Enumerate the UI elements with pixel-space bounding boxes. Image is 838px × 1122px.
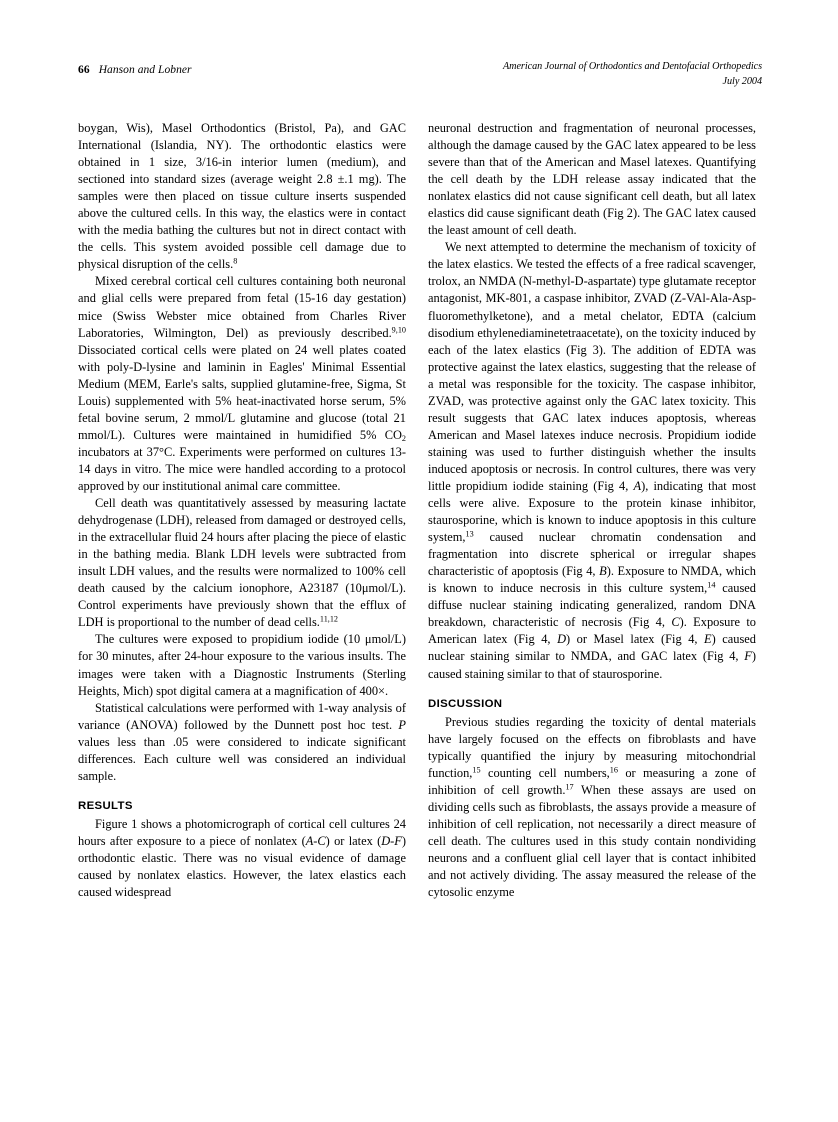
reference-marker: 14 — [707, 580, 716, 590]
paragraph-text: ) orthodontic elastic. There was no visual evidence of damage caused by nonlatex elastics. However, the latex elastics each caused widespread — [78, 833, 407, 900]
journal-title: American Journal of Orthodontics and Dentofacial Orthopedics — [502, 61, 762, 72]
paragraph-text: When these assays are used on dividing cells such as fibroblasts, the assays provide a measure of inhibition of cell replication, not necessarily a direct measure of cell death. The cultures used in this study contain nondividing neurons and a confluent glial cell layer that is contact inhibited and not actively dividing. The assay measured the release of the cytosolic enzyme — [428, 782, 757, 900]
paragraph-text: ). Exposure to NMDA, which is known to induce necrosis in this culture system, — [428, 564, 757, 596]
paragraph — [78, 495, 406, 631]
paragraph-text: values less than .05 were considered to indicate significant differences. Each culture well was considered an individual sample. — [78, 734, 406, 783]
paragraph-text: neuronal destruction and fragmentation of neuronal processes, although the damage caused by the GAC latex appeared to be less severe than that of the American and Masel latexes. Quantifying the cell death by the LDH release assay indicated that the nonlatex elastics did not cause significant cell death, but all latex elastics did cause significant death (Fig 2). The GAC latex caused the least amount of cell death. — [428, 121, 756, 238]
paragraph — [428, 120, 756, 239]
paragraph-text: ) or latex ( — [325, 833, 382, 848]
paragraph — [78, 700, 406, 785]
paragraph-text: incubators at 37°C. Experiments were performed on cultures 13-14 days in vitro. The mice were handled according to a protocol approved by our institutional animal care committee. — [78, 444, 406, 493]
figure-panel-ref: D-F — [381, 833, 402, 848]
paragraph-text: Statistical calculations were performed with 1-way analysis of variance (ANOVA) followed by the Dunnett post hoc test. — [78, 700, 406, 732]
paragraph-text: Previous studies regarding the toxicity of dental materials have largely focused on the effects on fibroblasts and have typically quantified the injury by measuring mitochondrial function, — [428, 714, 756, 780]
reference-marker: 13 — [465, 529, 474, 539]
paragraph-text: ) caused nuclear staining similar to NMDA, and GAC latex (Fig 4, — [428, 632, 757, 664]
paragraph-text: Cell death was quantitatively assessed by measuring lactate dehydrogenase (LDH), released from damaged or destroyed cells, in the extracellular fluid 24 hours after placing the piece of elastic in the bathing media. Blank LDH levels were subtracted from insult LDH values, and the results were normalized to 100% cell death caused by the calcium ionophore, A23187 (10μmol/L). Control experiments have previously shown that the efflux of LDH is proportional to the number of dead cells. — [78, 496, 406, 630]
paragraph — [78, 816, 406, 901]
issue-date: July 2004 — [722, 75, 762, 87]
paragraph-text: ), indicating that most cells were alive. Exposure to the protein kinase inhibitor, staurosporine, which is known to induce apoptosis in this culture system, — [428, 478, 757, 545]
paragraph — [78, 631, 406, 699]
running-head — [78, 60, 762, 100]
paragraph-text: Mixed cerebral cortical cell cultures containing both neuronal and glial cells were prepared from fetal (15-16 day gestation) mice (Swiss Webster mice obtained from Charles River Laboratories, Wilmington, Del) as previously described. — [78, 274, 406, 340]
reference-marker: 11,12 — [319, 614, 339, 624]
figure-panel-ref: A-C — [305, 833, 326, 848]
figure-panel-ref: B — [599, 564, 607, 579]
figure-panel-ref: D — [557, 632, 567, 647]
section-heading-results: RESULTS — [78, 799, 133, 812]
paragraph-text: The cultures were exposed to propidium iodide (10 μmol/L) for 30 minutes, after 24-hour exposure to the various insults. The images were taken with a Diagnostic Instruments (Sterling Heights, Mich) spot digital camera at a magnification of 400×. — [78, 632, 406, 698]
paragraph-text: counting cell numbers, — [480, 765, 610, 780]
paragraph-text: ). Exposure to American latex (Fig 4, — [428, 615, 756, 647]
reference-marker: 9,10 — [391, 325, 406, 335]
subscript: 2 — [401, 433, 406, 443]
paragraph-text: boygan, Wis), Masel Orthodontics (Bristol, Pa), and GAC International (Islandia, NY). The orthodontic elastics were obtained in 1 size, 3/16-in interior lumen (medium), and sectioned into standard sizes (average weight 2.8 ±.1 mg). The samples were then placed on tissue culture inserts suspended above the cultured cells. In this way, the elastics were in contact with the media bathing the cultures but not in direct contact with the cells. This system avoided possible cell damage due to physical disruption of the cells. — [78, 121, 406, 272]
paragraph-text: caused diffuse nuclear staining indicating generalized, random DNA breakdown, characteristic of necrosis (Fig 4, — [428, 581, 756, 630]
reference-marker: 17 — [565, 782, 574, 792]
paragraph-text: Figure 1 shows a photomicrograph of cortical cell cultures 24 hours after exposure to a piece of nonlatex ( — [78, 816, 406, 848]
running-head-right — [503, 60, 762, 89]
paragraph-text: or measuring a zone of inhibition of cell growth. — [428, 765, 756, 797]
column-left — [78, 120, 406, 1100]
paragraph — [428, 239, 756, 682]
italic-text: P — [398, 717, 406, 732]
figure-panel-ref: E — [704, 632, 712, 647]
paragraph-text: caused nuclear chromatin condensation and fragmentation into discrete spherical or irregular shapes characteristic of apoptosis (Fig 4, — [428, 530, 756, 579]
paragraph — [428, 714, 756, 902]
reference-marker: 16 — [609, 765, 618, 775]
running-head-authors: Hanson and Lobner — [98, 64, 192, 76]
paragraph-text: ) caused staining similar to that of staurosporine. — [428, 649, 756, 681]
figure-panel-ref: C — [671, 615, 680, 630]
paragraph-text: ) or Masel latex (Fig 4, — [566, 632, 705, 647]
figure-panel-ref: A — [633, 478, 642, 493]
running-head-left — [78, 60, 192, 78]
column-right — [428, 120, 756, 1100]
paragraph-text: Dissociated cortical cells were plated on 24 well plates coated with poly-D-lysine and laminin in Eagles' Minimal Essential Medium (MEM, Earle's salts, supplied glutamine-free, Sigma, St Louis) supplemented with 5% heat-inactivated horse serum, 5% fetal bovine serum, 2 mmol/L glutamine and glucose (total 21 mmol/L). Cultures were maintained in humidified 5% CO — [78, 342, 406, 442]
section-heading-discussion: DISCUSSION — [428, 697, 503, 710]
article-body — [78, 120, 762, 1100]
page-number: 66 — [78, 64, 90, 76]
paragraph — [78, 273, 406, 495]
reference-marker: 15 — [472, 765, 481, 775]
figure-panel-ref: F — [744, 649, 752, 664]
paragraph-text: We next attempted to determine the mechanism of toxicity of the latex elastics. We tested the effects of a free radical scavenger, trolox, an NMDA (N-methyl-D-aspartate) type glutamate receptor antagonist, MK-801, a caspase inhibitor, ZVAD (Z-VAl-Ala-Asp-fluoromethylketone), and a metal chelator, EDTA (calcium disodium ethylenediaminetetraacetate), on the toxicity induced by each of the latex elastics (Fig 3). The addition of EDTA was protective against the latex elastics, suggesting that the release of a metal was responsible for the toxicity. The caspase inhibitor, ZVAD, was protective against only the GAC latex toxicity. This result suggests that GAC latex induces apoptosis, whereas American and Masel latexes induce necrosis. Propidium iodide staining was used to further distinguish whether the insults induced apoptosis or necrosis. In control cultures, there was very little propidium iodide staining (Fig 4, — [428, 240, 756, 493]
paragraph — [78, 120, 406, 273]
reference-marker: 8 — [233, 256, 238, 266]
